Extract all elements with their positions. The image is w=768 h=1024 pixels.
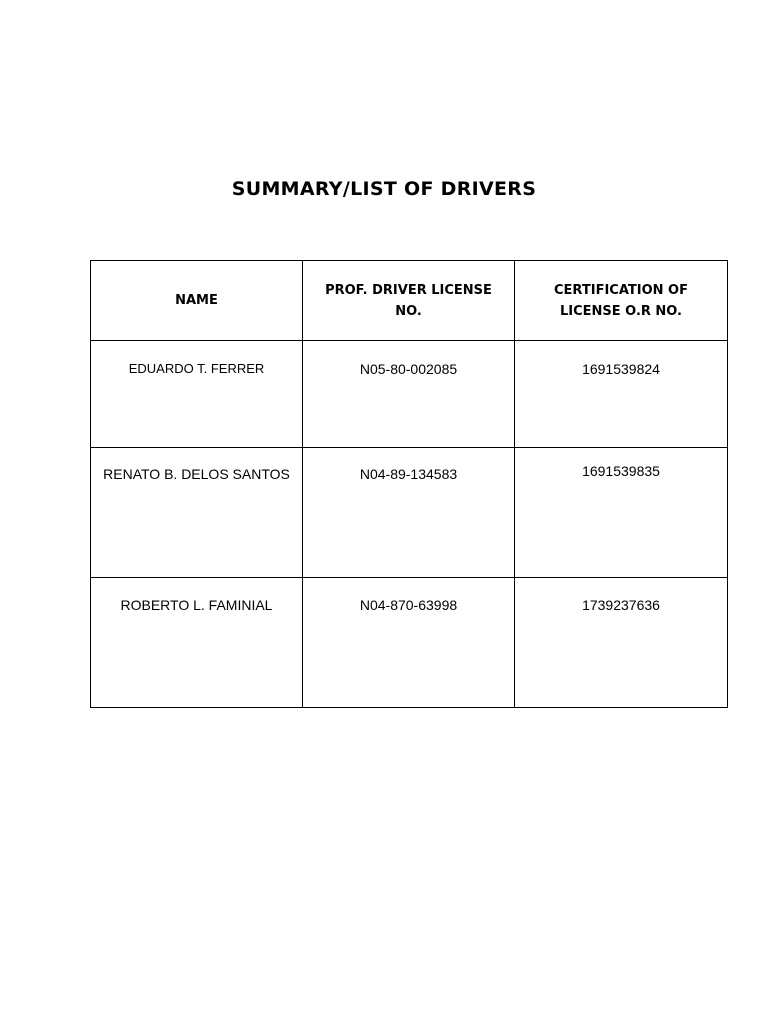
driver-name: RENATO B. DELOS SANTOS — [103, 466, 290, 482]
license-number: N04-870-63998 — [359, 597, 458, 613]
table-header-row — [91, 261, 728, 341]
table-row — [91, 448, 728, 578]
cell-name — [91, 341, 303, 448]
cell-name — [91, 448, 303, 578]
header-license-no: PROF. DRIVER LICENSE NO. — [303, 261, 515, 341]
license-number: N05-80-002085 — [359, 361, 458, 377]
page-title: SUMMARY/LIST OF DRIVERS — [231, 178, 537, 200]
cell-license — [303, 448, 515, 578]
header-certification-or-no: CERTIFICATION OF LICENSE O.R NO. — [515, 261, 728, 341]
table-row — [91, 578, 728, 708]
certification-number: 1739237636 — [582, 597, 660, 613]
cell-name — [91, 578, 303, 708]
certification-number: 1691539835 — [582, 463, 660, 479]
cell-certification — [515, 448, 728, 578]
driver-name: ROBERTO L. FAMINIAL — [120, 597, 273, 613]
cell-certification — [515, 578, 728, 708]
driver-name: EDUARDO T. FERRER — [128, 361, 265, 376]
certification-number: 1691539824 — [582, 361, 660, 377]
cell-certification — [515, 341, 728, 448]
table-row — [91, 341, 728, 448]
cell-license — [303, 578, 515, 708]
license-number: N04-89-134583 — [359, 466, 458, 482]
header-name: NAME — [91, 261, 303, 341]
drivers-table — [90, 260, 728, 708]
cell-license — [303, 341, 515, 448]
